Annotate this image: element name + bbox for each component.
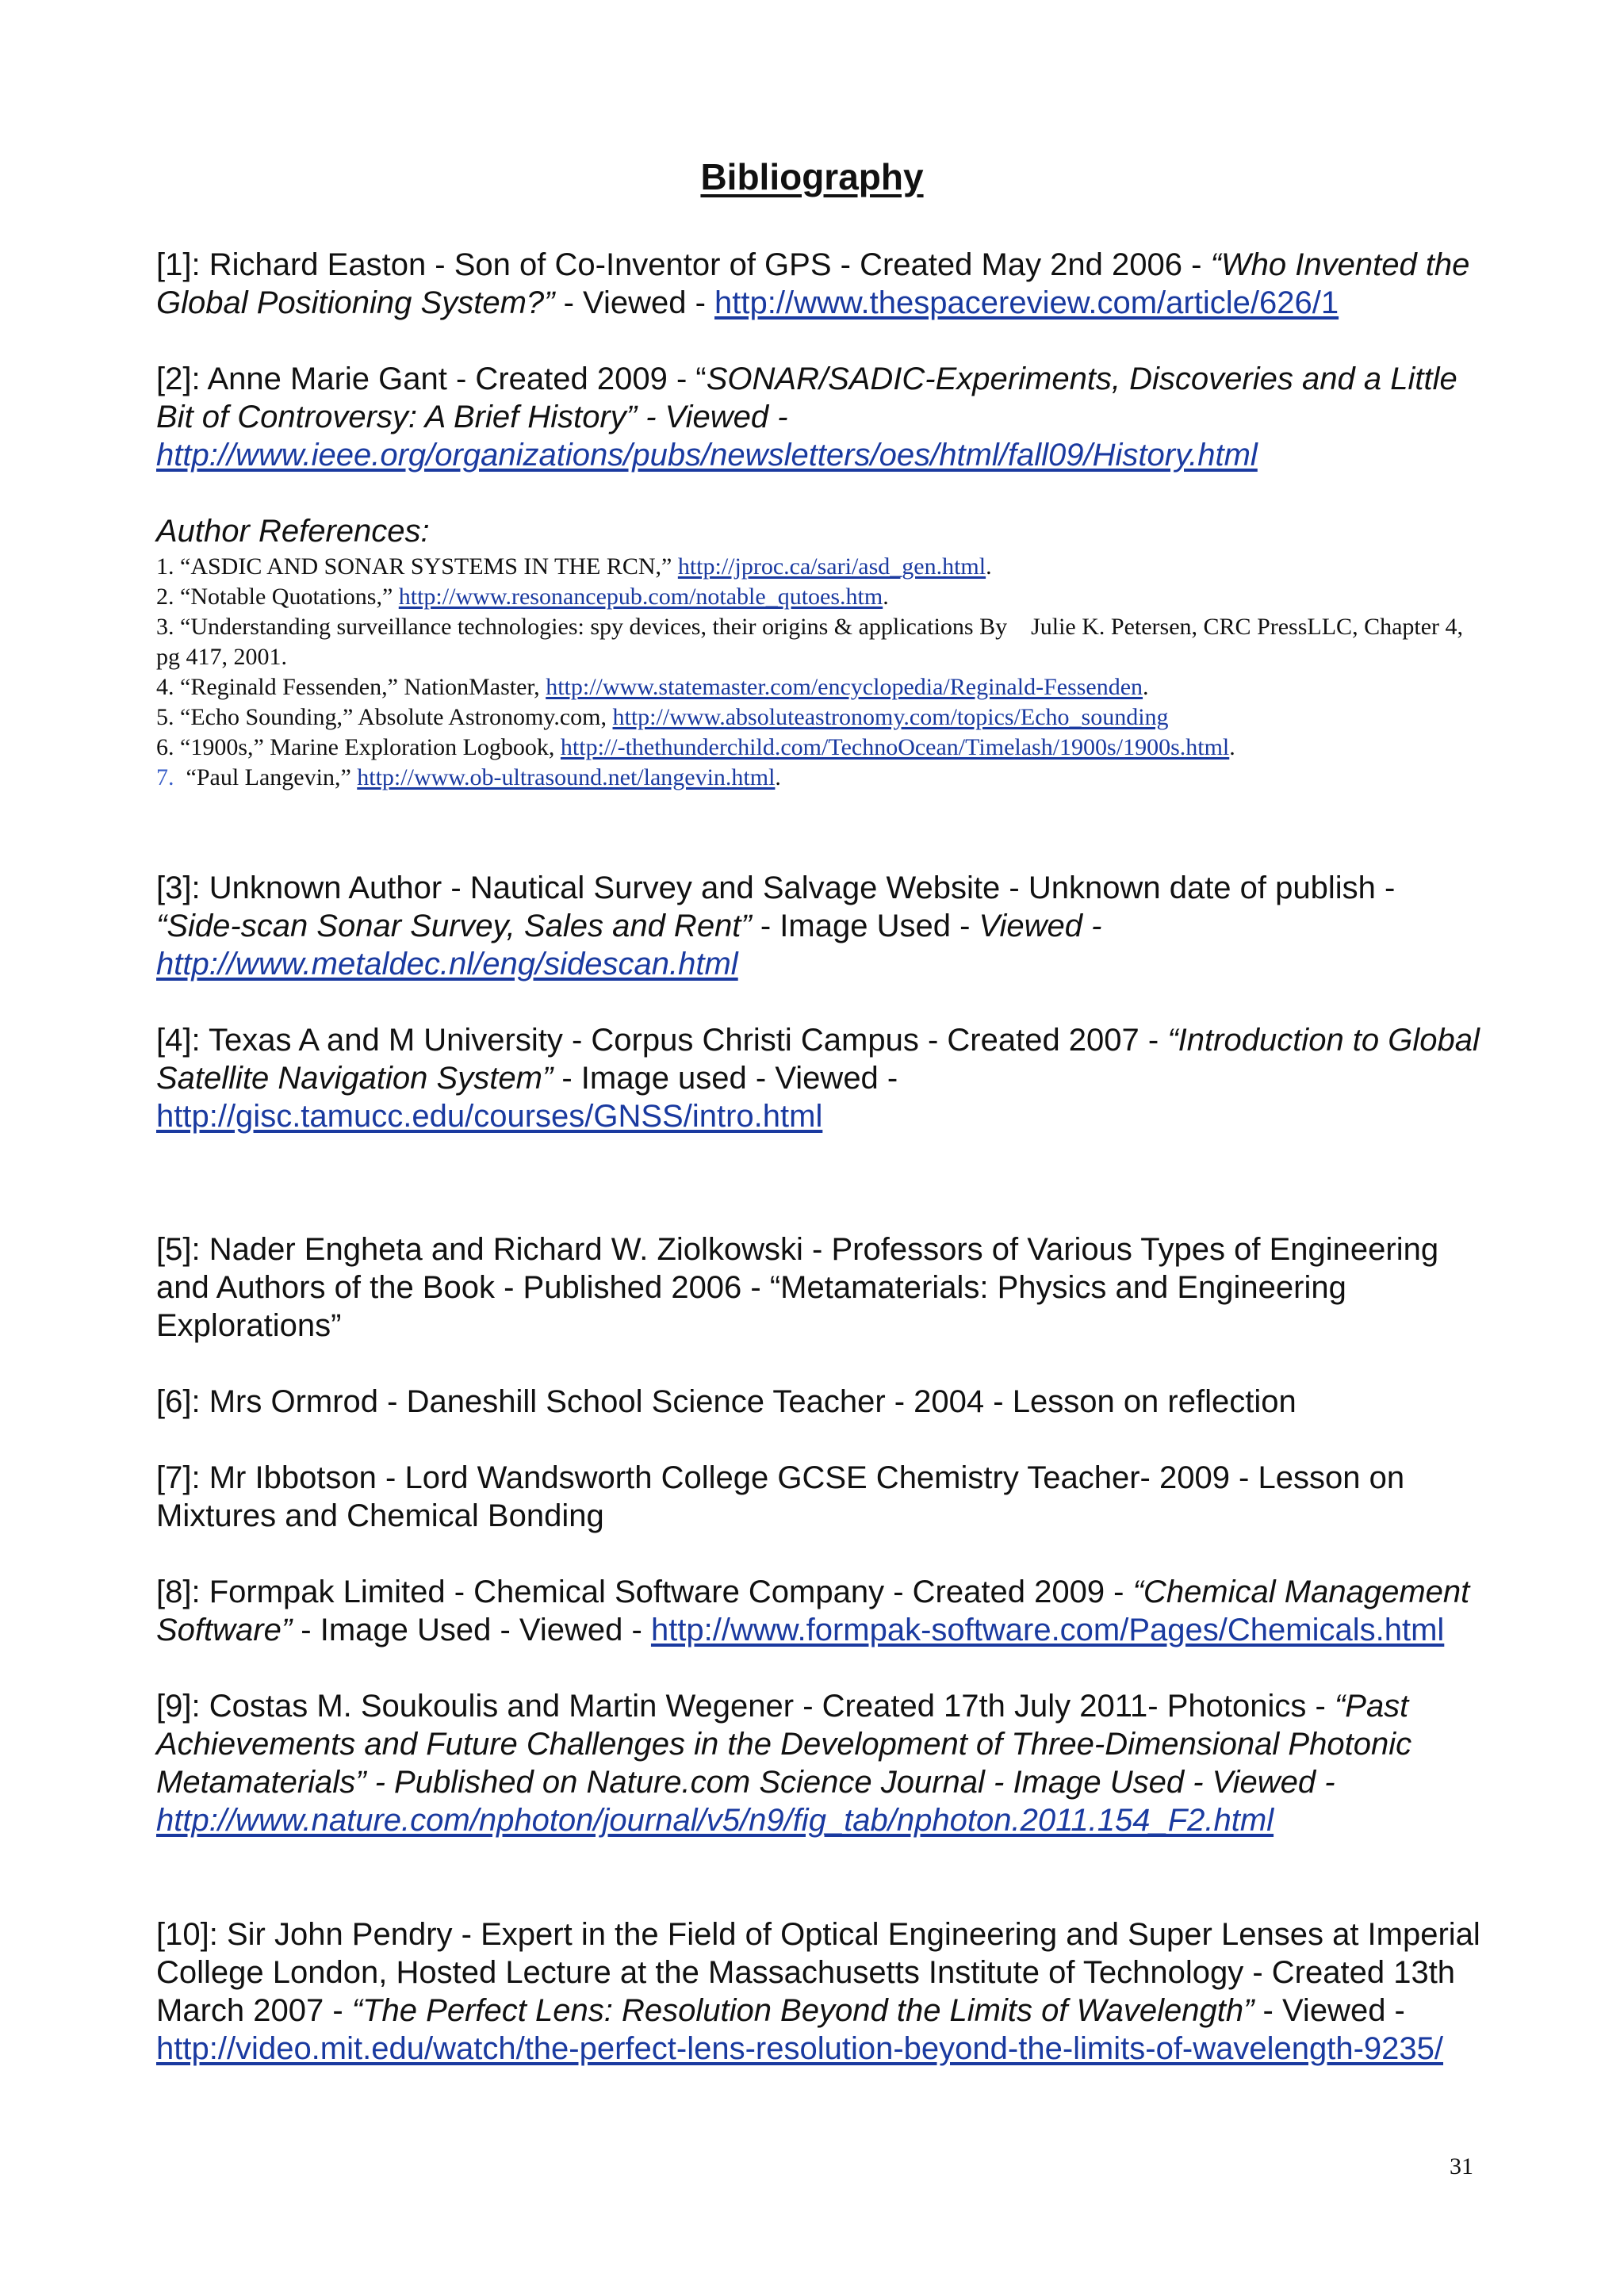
ref-after: .	[1229, 734, 1235, 760]
bib-entry-link[interactable]: http://www.metaldec.nl/eng/sidescan.html	[156, 947, 738, 982]
bib-entry-link[interactable]: http://www.thespacereview.com/article/626/1	[714, 285, 1339, 320]
ref-number: 4.	[156, 674, 174, 700]
bib-entry-link[interactable]: http://gisc.tamucc.edu/courses/GNSS/intro.html	[156, 1099, 823, 1134]
bib-entry-10	[156, 1915, 1488, 2068]
bib-entry-link[interactable]: http://www.nature.com/nphoton/journal/v5/n9/fig_tab/nphoton.2011.154_F2.html	[156, 1803, 1274, 1838]
author-ref-item-4	[156, 672, 1488, 702]
bib-entry-title: “Chemical Management Software”	[156, 1575, 1470, 1647]
ref-text: “Echo Sounding,” Absolute Astronomy.com,	[174, 704, 613, 730]
bib-entry-text: Richard Easton - Son of Co-Inventor of GPS - Created May 2nd 2006 -	[200, 247, 1211, 282]
bib-entry-text: Anne Marie Gant - Created 2009 - “	[200, 362, 707, 396]
bib-entry-text: Texas A and M University - Corpus Christi Campus - Created 2007 -	[200, 1023, 1168, 1058]
ref-text: “1900s,” Marine Exploration Logbook,	[174, 734, 561, 760]
bib-entry-text-after: - Viewed -	[1254, 1993, 1405, 2028]
ref-number: 6.	[156, 734, 174, 760]
ref-text: “Notable Quotations,”	[174, 584, 399, 610]
ref-number: 2.	[156, 584, 174, 610]
bib-entry-label: [7]:	[156, 1460, 201, 1495]
bib-entry-label: [6]:	[156, 1384, 201, 1419]
ref-link[interactable]: http://www.absoluteastronomy.com/topics/Echo_sounding	[612, 704, 1169, 730]
ref-link[interactable]: http://jproc.ca/sari/asd_gen.html	[677, 553, 986, 580]
bib-entry-label: [5]:	[156, 1232, 201, 1267]
bib-entry-title: “Past Achievements and Future Challenges in the Development of Three-Dimensional Photonic Metamaterials” - Published on Nature.com Science Journal - Image Used - Viewed -	[156, 1689, 1412, 1800]
bib-entry-label: [3]:	[156, 871, 201, 905]
author-references-list	[156, 552, 1488, 793]
bib-entry-title: “Side-scan Sonar Survey, Sales and Rent”	[156, 909, 752, 943]
ref-after: .	[1143, 674, 1149, 700]
ref-number: 3.	[156, 614, 174, 640]
author-ref-item-3	[156, 612, 1488, 672]
bib-entry-text: Nader Engheta and Richard W. Ziolkowski - Professors of Various Types of Engineering and Authors of the Book - Published 2006 - “Metamaterials: Physics and Engineering Explorations”	[156, 1232, 1439, 1343]
bib-entry-text: Costas M. Soukoulis and Martin Wegener - Created 17th July 2011- Photonics -	[200, 1689, 1335, 1724]
bib-entry-label: [1]:	[156, 247, 201, 282]
bib-entry-label: [8]:	[156, 1575, 201, 1609]
bib-entry-viewed: Viewed -	[979, 909, 1102, 943]
page-title: Bibliography	[700, 156, 924, 197]
ref-text: “ASDIC AND SONAR SYSTEMS IN THE RCN,”	[174, 553, 678, 580]
ref-link[interactable]: http://-thethunderchild.com/TechnoOcean/Timelash/1900s/1900s.html	[560, 734, 1230, 760]
ref-number: 7.	[156, 764, 174, 790]
bib-entry-title: SONAR/SADIC-Experiments, Discoveries and a Little Bit of Controversy: A Brief History” - Viewed -	[156, 362, 1457, 434]
ref-after: .	[775, 764, 781, 790]
ref-link[interactable]: http://www.resonancepub.com/notable_qutoes.htm	[398, 584, 883, 610]
ref-text: “Understanding surveillance technologies: spy devices, their origins & applications By Julie K. Petersen, CRC PressLLC, Chapter 4, pg 417, 2001.	[156, 614, 1469, 670]
bib-entry-9	[156, 1687, 1488, 1839]
ref-after: .	[986, 553, 992, 580]
bib-entry-text-after: - Viewed -	[554, 285, 715, 320]
bib-entry-title: “The Perfect Lens: Resolution Beyond the Limits of Wavelength”	[351, 1993, 1254, 2028]
author-ref-item-7	[156, 763, 1488, 793]
ref-text: “Paul Langevin,”	[174, 764, 358, 790]
bib-entry-text: Formpak Limited - Chemical Software Company - Created 2009 -	[200, 1575, 1133, 1609]
bib-entry-2	[156, 360, 1488, 474]
bib-entry-5	[156, 1230, 1488, 1345]
ref-link[interactable]: http://www.statemaster.com/encyclopedia/Reginald-Fessenden	[546, 674, 1143, 700]
bib-entry-label: [10]:	[156, 1917, 218, 1952]
bib-entry-title: “Introduction to Global Satellite Navigation System”	[156, 1023, 1480, 1096]
ref-text: “Reginald Fessenden,” NationMaster,	[174, 674, 546, 700]
author-ref-item-5	[156, 702, 1488, 733]
ref-link[interactable]: http://www.ob-ultrasound.net/langevin.html	[357, 764, 776, 790]
bib-entry-text-after: - Image Used -	[751, 909, 979, 943]
bib-entry-link[interactable]: http://www.formpak-software.com/Pages/Chemicals.html	[650, 1613, 1445, 1647]
bib-entry-title: “Who Invented the Global Positioning System?”	[156, 247, 1470, 320]
bibliography-content	[156, 246, 1488, 2068]
bib-entry-7	[156, 1459, 1488, 1535]
bib-entry-text: Mrs Ormrod - Daneshill School Science Teacher - 2004 - Lesson on reflection	[200, 1384, 1297, 1419]
bib-entry-3	[156, 869, 1488, 983]
bib-entry-text-after: - Image used - Viewed -	[553, 1061, 898, 1096]
bib-entry-8	[156, 1573, 1488, 1649]
bib-entry-text: Mr Ibbotson - Lord Wandsworth College GCSE Chemistry Teacher- 2009 - Lesson on Mixtures and Chemical Bonding	[156, 1460, 1405, 1533]
ref-after: .	[883, 584, 889, 610]
author-ref-item-2	[156, 582, 1488, 612]
bib-entry-text-after: - Image Used - Viewed -	[292, 1613, 651, 1647]
bib-entry-link[interactable]: http://video.mit.edu/watch/the-perfect-lens-resolution-beyond-the-limits-of-wavelength-9235/	[156, 2031, 1444, 2066]
bib-entry-label: [9]:	[156, 1689, 201, 1724]
author-references-heading: Author References:	[156, 514, 430, 549]
bib-entry-1	[156, 246, 1488, 322]
ref-number: 5.	[156, 704, 174, 730]
author-ref-item-6	[156, 733, 1488, 763]
page-number: 31	[1450, 2153, 1473, 2179]
bib-entry-label: [4]:	[156, 1023, 201, 1058]
bib-entry-link[interactable]: http://www.ieee.org/organizations/pubs/newsletters/oes/html/fall09/History.html	[156, 438, 1258, 473]
bib-entry-text: Unknown Author - Nautical Survey and Salvage Website - Unknown date of publish -	[200, 871, 1396, 905]
bib-entry-6	[156, 1383, 1488, 1421]
author-ref-item-1	[156, 552, 1488, 582]
ref-number: 1.	[156, 553, 174, 580]
bib-entry-text: Sir John Pendry - Expert in the Field of Optical Engineering and Super Lenses at Imperial College London, Hosted Lecture at the Massachusetts Institute of Technology - Created 13th March 2007 -	[156, 1917, 1480, 2028]
bib-entry-4	[156, 1021, 1488, 1135]
bib-entry-label: [2]:	[156, 362, 201, 396]
